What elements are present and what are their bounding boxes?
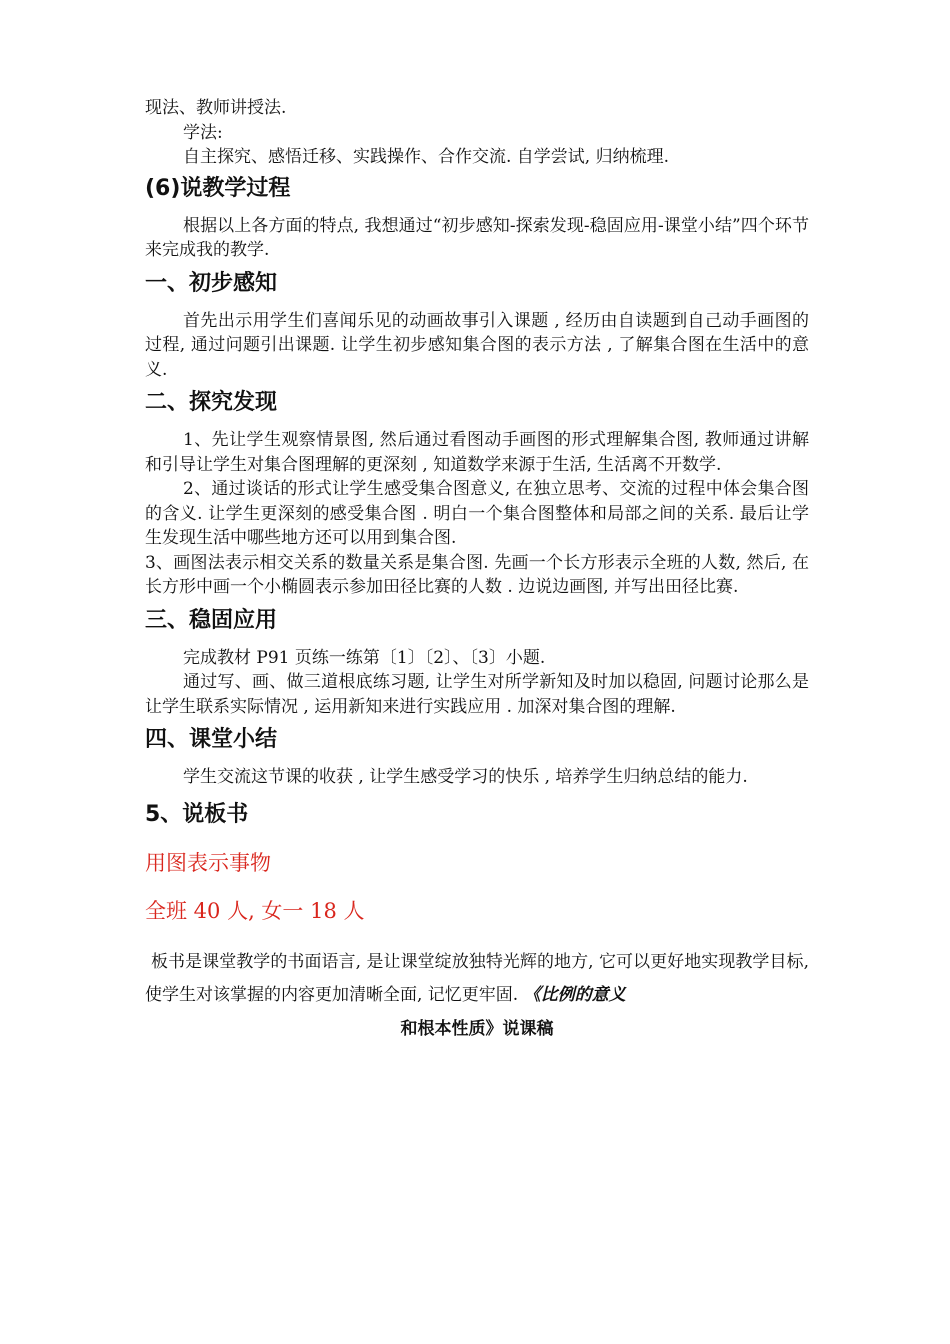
next-title-end: 和根本性质》说课稿	[400, 1018, 554, 1039]
text-line: 学法:	[183, 122, 223, 143]
paragraph: 1、先让学生观察情景图, 然后通过看图动手画图的形式理解集合图, 教师通过讲解和引导让学生对集合图理解的更深刻 , 知道数学来源于生活, 生活离不开数学.	[145, 430, 809, 475]
section-heading: 四、课堂小结	[145, 727, 278, 752]
section-heading: 三、稳固应用	[145, 607, 278, 633]
next-title-start: 《比例的意义	[523, 984, 626, 1005]
text-line: 现法、教师讲授法.	[145, 98, 287, 118]
text-line: 自主探究、感悟迁移、实践操作、合作交流. 自学尝试, 归纳梳理.	[183, 147, 670, 167]
section-heading: 5、说板书	[145, 801, 249, 827]
paragraph: 完成教材 P91 页练一练第〔1〕〔2〕、〔3〕小题.	[183, 647, 546, 668]
board-line: 用图表示事物	[145, 850, 271, 875]
paragraph: 3、画图法表示相交关系的数量关系是集合图. 先画一个长方形表示全班的人数, 然后, 在长方形中画一个小椭圆表示参加田径比赛的人数 . 边说边画图, 并写出田径比赛.	[145, 552, 809, 597]
closing-text: 板书是课堂教学的书面语言, 是让课堂绽放独特光辉的地方, 它可以更好地实现教学目标, 使学生对该掌握的内容更加清晰全面, 记忆更牢固.	[145, 951, 809, 1005]
paragraph: 通过写、画、做三道根底练习题, 让学生对所学新知及时加以稳固, 问题讨论那么是让学生联系实际情况 , 运用新知来进行实践应用 . 加深对集合图的理解.	[145, 672, 809, 717]
closing-paragraph	[145, 946, 809, 1012]
board-line: 全班 40 人, 女一 18 人	[145, 898, 365, 923]
paragraph: 2、通过谈话的形式让学生感受集合图意义, 在独立思考、交流的过程中体会集合图的含义. 让学生更深刻的感受集合图 . 明白一个集合图整体和局部之间的关系. 最后让学生发现生活中哪些地方还可以用到集合图.	[145, 479, 809, 548]
paragraph: 根据以上各方面的特点, 我想通过“初步感知-探索发现-稳固应用-课堂小结”四个环节来完成我的教学.	[145, 215, 809, 260]
section-heading: 二、探究发现	[145, 390, 278, 415]
section-heading: (6)说教学过程	[145, 175, 291, 201]
paragraph: 首先出示用学生们喜闻乐见的动画故事引入课题 , 经历由自读题到自己动手画图的过程, 通过问题引出课题. 让学生初步感知集合图的表示方法 , 了解集合图在生活中的意义.	[145, 310, 809, 380]
paragraph: 学生交流这节课的收获 , 让学生感受学习的快乐 , 培养学生归纳总结的能力.	[183, 767, 748, 787]
page-content	[145, 96, 809, 1046]
section-heading: 一、初步感知	[145, 270, 278, 296]
